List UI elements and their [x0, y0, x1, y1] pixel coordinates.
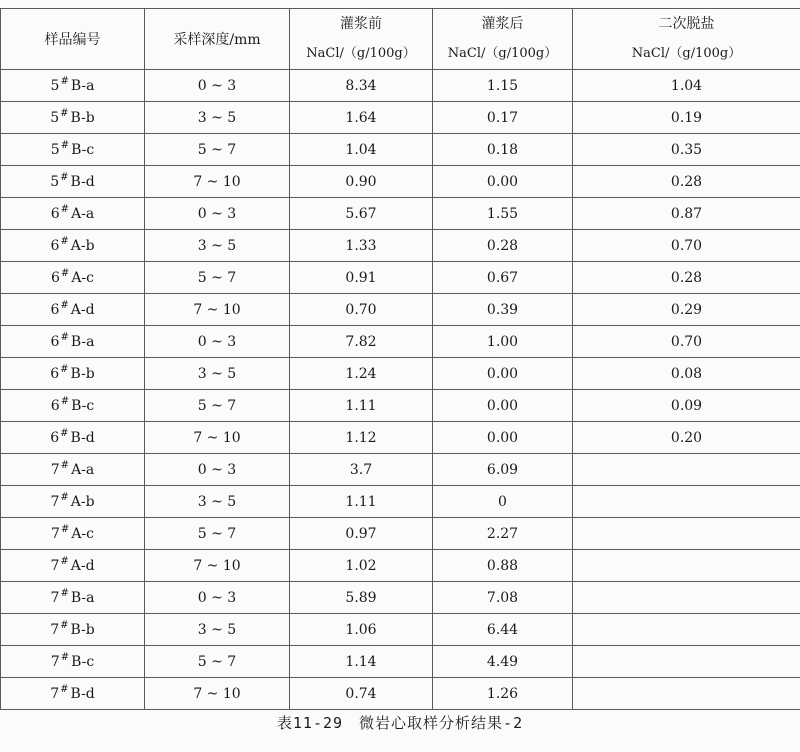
sample-number: 6 — [50, 205, 60, 222]
sample-number: 6 — [50, 333, 60, 350]
cell-sample-id — [1, 230, 145, 262]
table-row — [1, 486, 800, 518]
sample-number: 5 — [50, 77, 60, 94]
sample-number-mark: # — [60, 331, 69, 343]
cell-sample-id — [1, 358, 145, 390]
table-row — [1, 614, 800, 646]
header-sample-id: 样品编号 — [1, 9, 145, 70]
sample-number-mark: # — [60, 363, 69, 375]
sample-number: 6 — [51, 269, 60, 286]
sample-number: 6 — [50, 397, 60, 414]
sample-number: 5 — [50, 141, 60, 158]
cell-after: 0.17 — [433, 102, 573, 134]
cell-before: 5.67 — [290, 198, 433, 230]
cell-secondary — [573, 518, 800, 550]
cell-sample-id — [1, 486, 145, 518]
cell-after: 0.00 — [433, 390, 573, 422]
table-row — [1, 358, 800, 390]
cell-after: 0.28 — [433, 230, 573, 262]
cell-before: 1.24 — [290, 358, 433, 390]
cell-before: 1.06 — [290, 614, 433, 646]
sample-number: 7 — [50, 557, 60, 574]
cell-before: 0.91 — [290, 262, 433, 294]
cell-sample-id — [1, 422, 145, 454]
sample-number: 6 — [50, 237, 60, 254]
cell-secondary — [573, 550, 800, 582]
sample-number: 6 — [50, 429, 60, 446]
sample-number: 6 — [50, 301, 60, 318]
cell-before: 0.90 — [290, 166, 433, 198]
cell-sample-id — [1, 646, 145, 678]
sample-number: 7 — [51, 525, 60, 542]
table-row — [1, 582, 800, 614]
cell-secondary: 0.20 — [573, 422, 800, 454]
table-caption: 表11-29 微岩心取样分析结果-2 — [276, 714, 524, 732]
cell-sample-id — [1, 582, 145, 614]
cell-before: 1.04 — [290, 134, 433, 166]
cell-before: 3.7 — [290, 454, 433, 486]
cell-after: 0.00 — [433, 358, 573, 390]
sample-number-mark: # — [60, 427, 69, 439]
sample-suffix: A-c — [71, 269, 94, 286]
table-row — [1, 166, 800, 198]
cell-before: 1.02 — [290, 550, 433, 582]
cell-before: 1.64 — [290, 102, 433, 134]
cell-sample-id — [1, 614, 145, 646]
cell-after: 1.55 — [433, 198, 573, 230]
cell-sample-id — [1, 454, 145, 486]
cell-depth: 5 ~ 7 — [145, 390, 290, 422]
cell-sample-id — [1, 134, 145, 166]
table-row — [1, 390, 800, 422]
sample-number-mark: # — [60, 523, 70, 535]
header-before — [290, 9, 433, 70]
sample-number-mark: # — [60, 683, 69, 695]
cell-before: 1.33 — [290, 230, 433, 262]
cell-depth: 3 ~ 5 — [145, 230, 290, 262]
cell-sample-id — [1, 262, 145, 294]
cell-before: 1.12 — [290, 422, 433, 454]
cell-secondary — [573, 646, 800, 678]
table-row — [1, 102, 800, 134]
sample-suffix: B-d — [70, 173, 95, 190]
cell-before: 1.11 — [290, 486, 433, 518]
header-row — [1, 9, 800, 70]
cell-secondary: 0.29 — [573, 294, 800, 326]
sample-number-mark: # — [60, 299, 69, 311]
table-row — [1, 518, 800, 550]
cell-secondary: 0.35 — [573, 134, 800, 166]
header-depth: 采样深度/mm — [145, 9, 290, 70]
cell-secondary: 0.70 — [573, 230, 800, 262]
sample-number: 7 — [50, 653, 60, 670]
sample-suffix: A-a — [71, 205, 95, 222]
sample-number: 7 — [50, 621, 60, 638]
sample-suffix: B-c — [71, 397, 95, 414]
sample-suffix: A-b — [70, 237, 95, 254]
cell-secondary — [573, 454, 800, 486]
sample-suffix: B-d — [70, 429, 95, 446]
sample-number-mark: # — [60, 491, 69, 503]
sample-number-mark: # — [60, 235, 69, 247]
cell-sample-id — [1, 326, 145, 358]
cell-depth: 7 ~ 10 — [145, 550, 290, 582]
sample-number-mark: # — [60, 171, 69, 183]
sample-number-mark: # — [60, 267, 70, 279]
sample-number-mark: # — [60, 203, 70, 215]
header-after — [433, 9, 573, 70]
cell-secondary: 0.28 — [573, 166, 800, 198]
cell-sample-id — [1, 102, 145, 134]
header-after-unit: NaCl/（g/100g） — [447, 46, 558, 61]
table-row — [1, 326, 800, 358]
cell-sample-id — [1, 70, 145, 102]
table-row — [1, 198, 800, 230]
sample-suffix: A-c — [71, 525, 94, 542]
cell-depth: 5 ~ 7 — [145, 262, 290, 294]
sample-suffix: B-c — [71, 141, 95, 158]
sample-number: 7 — [50, 461, 60, 478]
table-row — [1, 550, 800, 582]
cell-before: 1.11 — [290, 390, 433, 422]
cell-before: 0.70 — [290, 294, 433, 326]
sample-number-mark: # — [60, 459, 70, 471]
cell-sample-id — [1, 678, 145, 710]
cell-after: 2.27 — [433, 518, 573, 550]
sample-suffix: B-b — [70, 109, 95, 126]
cell-depth: 5 ~ 7 — [145, 134, 290, 166]
sample-number-mark: # — [60, 107, 69, 119]
cell-secondary: 0.87 — [573, 198, 800, 230]
sample-suffix: A-d — [70, 557, 95, 574]
table-row — [1, 678, 800, 710]
sample-suffix: A-a — [71, 461, 95, 478]
cell-before: 1.14 — [290, 646, 433, 678]
cell-after: 4.49 — [433, 646, 573, 678]
sample-number-mark: # — [60, 587, 69, 599]
cell-sample-id — [1, 166, 145, 198]
sample-suffix: B-b — [70, 621, 95, 638]
cell-depth: 3 ~ 5 — [145, 486, 290, 518]
table-row — [1, 646, 800, 678]
table-row — [1, 422, 800, 454]
cell-after: 6.44 — [433, 614, 573, 646]
table-row — [1, 230, 800, 262]
cell-depth: 3 ~ 5 — [145, 614, 290, 646]
cell-depth: 0 ~ 3 — [145, 454, 290, 486]
cell-after: 0.00 — [433, 422, 573, 454]
table-row — [1, 70, 800, 102]
cell-secondary — [573, 486, 800, 518]
sample-number: 7 — [50, 493, 60, 510]
cell-after: 0.18 — [433, 134, 573, 166]
sample-number: 5 — [50, 109, 60, 126]
cell-after: 0.88 — [433, 550, 573, 582]
cell-depth: 0 ~ 3 — [145, 326, 290, 358]
cell-depth: 7 ~ 10 — [145, 422, 290, 454]
sample-number-mark: # — [60, 75, 69, 87]
sample-number-mark: # — [60, 555, 69, 567]
cell-secondary: 0.19 — [573, 102, 800, 134]
sample-suffix: B-a — [70, 77, 95, 94]
cell-secondary — [573, 582, 800, 614]
sample-suffix: A-b — [70, 493, 95, 510]
cell-after: 0 — [433, 486, 573, 518]
cell-secondary — [573, 614, 800, 646]
sample-suffix: B-c — [71, 653, 95, 670]
header-secondary-label: 二次脱盐 — [658, 16, 715, 32]
cell-after: 6.09 — [433, 454, 573, 486]
cell-after: 1.00 — [433, 326, 573, 358]
cell-depth: 5 ~ 7 — [145, 646, 290, 678]
cell-after: 1.15 — [433, 70, 573, 102]
cell-before: 0.97 — [290, 518, 433, 550]
table-row — [1, 262, 800, 294]
cell-secondary: 1.04 — [573, 70, 800, 102]
cell-before: 7.82 — [290, 326, 433, 358]
sample-suffix: B-a — [70, 589, 95, 606]
header-secondary-unit: NaCl/（g/100g） — [631, 46, 742, 61]
sample-number-mark: # — [60, 395, 70, 407]
cell-secondary — [573, 678, 800, 710]
cell-secondary: 0.28 — [573, 262, 800, 294]
cell-after: 0.00 — [433, 166, 573, 198]
cell-depth: 7 ~ 10 — [145, 166, 290, 198]
sample-number-mark: # — [60, 619, 69, 631]
table-row — [1, 294, 800, 326]
sample-suffix: B-b — [70, 365, 95, 382]
header-before-unit: NaCl/（g/100g） — [306, 46, 416, 61]
cell-sample-id — [1, 518, 145, 550]
cell-depth: 3 ~ 5 — [145, 102, 290, 134]
sample-number-mark: # — [60, 139, 70, 151]
table-row — [1, 454, 800, 486]
sample-suffix: B-a — [70, 333, 95, 350]
cell-sample-id — [1, 294, 145, 326]
header-before-label: 灌浆前 — [340, 16, 382, 32]
cell-depth: 0 ~ 3 — [145, 198, 290, 230]
cell-secondary: 0.09 — [573, 390, 800, 422]
sample-number: 7 — [50, 685, 60, 702]
cell-before: 0.74 — [290, 678, 433, 710]
sample-number-mark: # — [60, 651, 70, 663]
sample-number: 7 — [50, 589, 60, 606]
cell-depth: 7 ~ 10 — [145, 678, 290, 710]
header-secondary — [573, 9, 800, 70]
analysis-table — [0, 8, 800, 710]
sample-suffix: A-d — [70, 301, 95, 318]
cell-depth: 5 ~ 7 — [145, 518, 290, 550]
cell-sample-id — [1, 550, 145, 582]
table-body — [1, 70, 800, 710]
table-row — [1, 134, 800, 166]
cell-depth: 0 ~ 3 — [145, 70, 290, 102]
header-after-label: 灌浆后 — [481, 16, 524, 32]
cell-after: 0.39 — [433, 294, 573, 326]
cell-secondary: 0.70 — [573, 326, 800, 358]
cell-sample-id — [1, 390, 145, 422]
cell-depth: 3 ~ 5 — [145, 358, 290, 390]
cell-sample-id — [1, 198, 145, 230]
cell-before: 5.89 — [290, 582, 433, 614]
cell-before: 8.34 — [290, 70, 433, 102]
cell-depth: 7 ~ 10 — [145, 294, 290, 326]
sample-number: 6 — [50, 365, 60, 382]
sample-number: 5 — [50, 173, 60, 190]
cell-depth: 0 ~ 3 — [145, 582, 290, 614]
cell-after: 7.08 — [433, 582, 573, 614]
cell-secondary: 0.08 — [573, 358, 800, 390]
table-header — [1, 9, 800, 70]
cell-after: 1.26 — [433, 678, 573, 710]
cell-after: 0.67 — [433, 262, 573, 294]
sample-suffix: B-d — [70, 685, 95, 702]
